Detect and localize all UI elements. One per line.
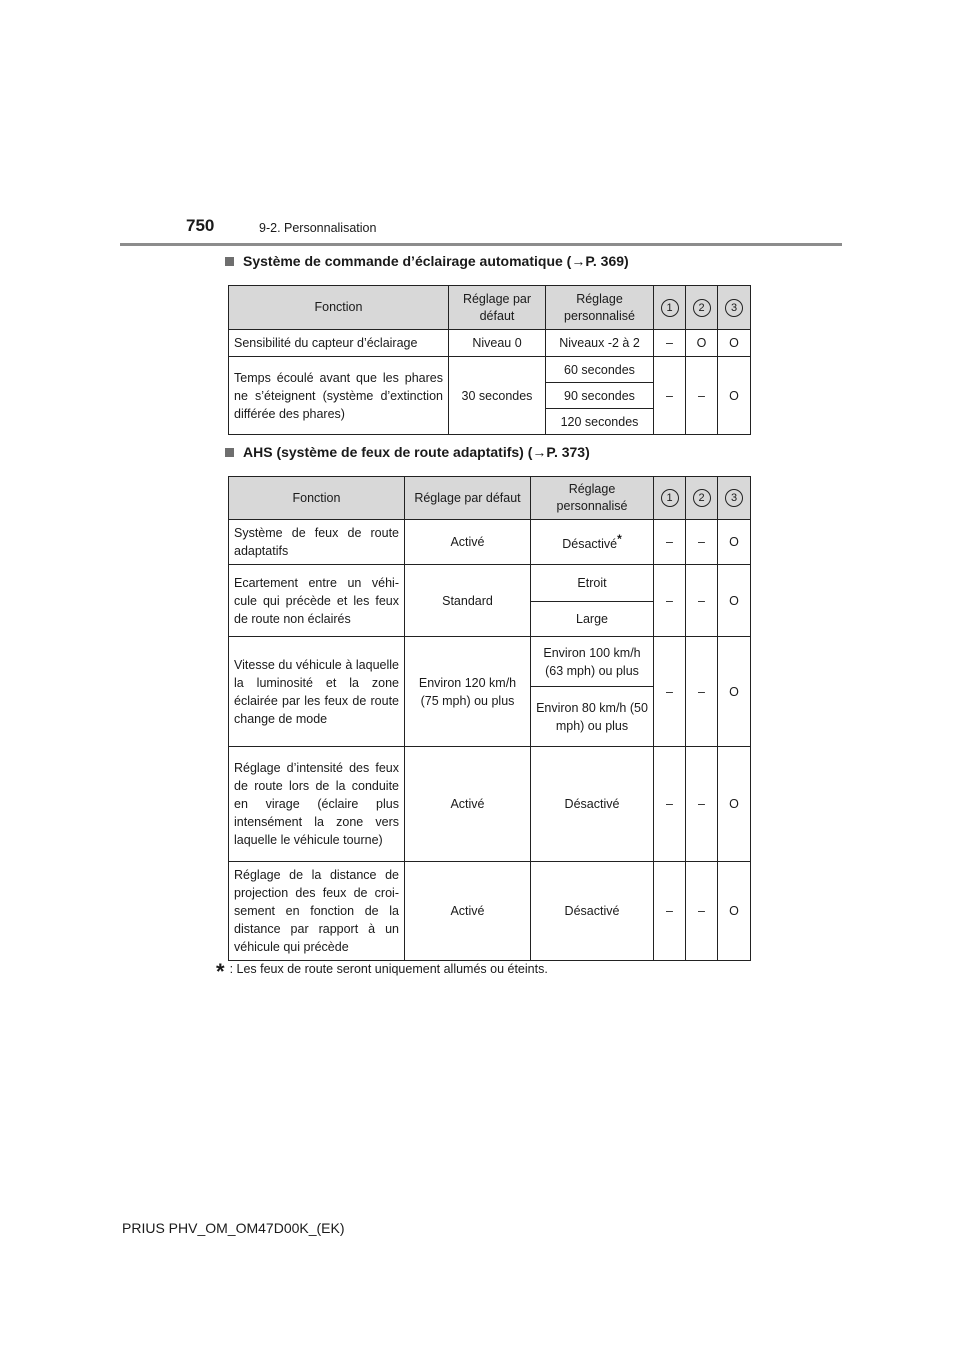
- col-header-custom: Réglage personnalisé: [546, 286, 654, 330]
- section-1-table: [228, 285, 751, 435]
- footnote-star-icon: *: [617, 532, 622, 547]
- col-header-3: [718, 286, 751, 330]
- circled-3-icon: 3: [725, 299, 743, 317]
- row-mark-3: O: [718, 357, 751, 435]
- row-default: Activé: [405, 862, 531, 961]
- row-custom: Etroit: [531, 565, 654, 602]
- row-mark-1: –: [654, 747, 686, 862]
- col-header-1: [654, 477, 686, 520]
- col-header-1: [654, 286, 686, 330]
- chapter-title: 9-2. Personnalisation: [259, 221, 377, 235]
- row-default: Environ 120 km/h (75 mph) ou plus: [405, 637, 531, 747]
- table-row: [229, 637, 751, 687]
- row-custom: Désactivé: [531, 862, 654, 961]
- row-custom: Environ 80 km/h (50 mph) ou plus: [531, 687, 654, 747]
- header-rule: [120, 243, 842, 246]
- row-function: Réglage d’intensité des feux de route lors de la conduite en virage (éclaire plus intensément la zone vers laquelle le véhicule tourne): [229, 747, 405, 862]
- col-header-3: [718, 477, 751, 520]
- row-custom: [531, 520, 654, 565]
- table-row: [229, 520, 751, 565]
- col-header-2: [686, 477, 718, 520]
- row-mark-3: O: [718, 330, 751, 357]
- page-number: 750: [186, 216, 215, 235]
- row-custom: Large: [531, 602, 654, 637]
- col-header-default: Réglage par défaut: [449, 286, 546, 330]
- row-mark-2: –: [686, 862, 718, 961]
- footnote: [216, 959, 548, 984]
- row-default: Activé: [405, 520, 531, 565]
- square-bullet-icon: [225, 448, 234, 457]
- row-custom: 120 secondes: [546, 409, 654, 435]
- section-2-title: [225, 444, 590, 460]
- section-2-title-text: AHS (système de feux de route adaptatifs) (: [243, 444, 533, 460]
- table-row: [229, 747, 751, 862]
- row-default: Niveau 0: [449, 330, 546, 357]
- row-function: Vitesse du véhicule à laquelle la luminosité et la zone éclairée par les feux de route change de mode: [229, 637, 405, 747]
- row-function: Sensibilité du capteur d’éclairage: [229, 330, 449, 357]
- row-mark-1: –: [654, 357, 686, 435]
- col-header-custom: Réglage personnalisé: [531, 477, 654, 520]
- row-mark-2: –: [686, 747, 718, 862]
- row-default: Activé: [405, 747, 531, 862]
- row-mark-1: –: [654, 520, 686, 565]
- row-mark-3: O: [718, 747, 751, 862]
- footnote-text: : Les feux de route seront uniquement allumés ou éteints.: [229, 962, 548, 976]
- row-mark-2: –: [686, 357, 718, 435]
- section-2-page-ref: →P. 373): [532, 444, 590, 460]
- document-code: PRIUS PHV_OM_OM47D00K_(EK): [122, 1220, 345, 1236]
- row-custom: Niveaux -2 à 2: [546, 330, 654, 357]
- row-custom: Désactivé: [531, 747, 654, 862]
- row-mark-1: –: [654, 862, 686, 961]
- table-row: [229, 330, 751, 357]
- circled-3-icon: 3: [725, 489, 743, 507]
- row-mark-2: –: [686, 637, 718, 747]
- row-mark-3: O: [718, 565, 751, 637]
- section-1-title-text: Système de commande d’éclairage automatique (: [243, 253, 572, 269]
- row-mark-3: O: [718, 520, 751, 565]
- row-function: Système de feux de route adaptatifs: [229, 520, 405, 565]
- row-mark-1: –: [654, 565, 686, 637]
- row-mark-3: O: [718, 637, 751, 747]
- section-1-title: [225, 253, 629, 269]
- row-custom-text: Désactivé: [562, 537, 618, 552]
- col-header-2: [686, 286, 718, 330]
- row-function: Temps écoulé avant que les phares ne s’éteignent (système d’extinction différée des phares): [229, 357, 449, 435]
- circled-1-icon: 1: [661, 489, 679, 507]
- row-function: Réglage de la distance de projection des feux de croi-sement en fonction de la distance par rapport à un véhicule qui précède: [229, 862, 405, 961]
- col-header-function: Fonction: [229, 286, 449, 330]
- row-custom: 60 secondes: [546, 357, 654, 383]
- circled-2-icon: 2: [693, 489, 711, 507]
- table-row: [229, 565, 751, 602]
- row-mark-2: –: [686, 565, 718, 637]
- row-function: Ecartement entre un véhi-cule qui précède et les feux de route non éclairés: [229, 565, 405, 637]
- row-custom: Environ 100 km/h (63 mph) ou plus: [531, 637, 654, 687]
- square-bullet-icon: [225, 257, 234, 266]
- footnote-star-icon: *: [216, 959, 225, 984]
- col-header-default: Réglage par défaut: [405, 477, 531, 520]
- table-row: [229, 357, 751, 383]
- row-mark-1: –: [654, 637, 686, 747]
- row-mark-3: O: [718, 862, 751, 961]
- row-mark-2: O: [686, 330, 718, 357]
- row-default: 30 secondes: [449, 357, 546, 435]
- table-row: [229, 862, 751, 961]
- section-1-page-ref: →P. 369): [571, 253, 629, 269]
- circled-2-icon: 2: [693, 299, 711, 317]
- row-custom: 90 secondes: [546, 383, 654, 409]
- col-header-function: Fonction: [229, 477, 405, 520]
- circled-1-icon: 1: [661, 299, 679, 317]
- row-mark-1: –: [654, 330, 686, 357]
- row-mark-2: –: [686, 520, 718, 565]
- section-2-table: [228, 476, 751, 961]
- row-default: Standard: [405, 565, 531, 637]
